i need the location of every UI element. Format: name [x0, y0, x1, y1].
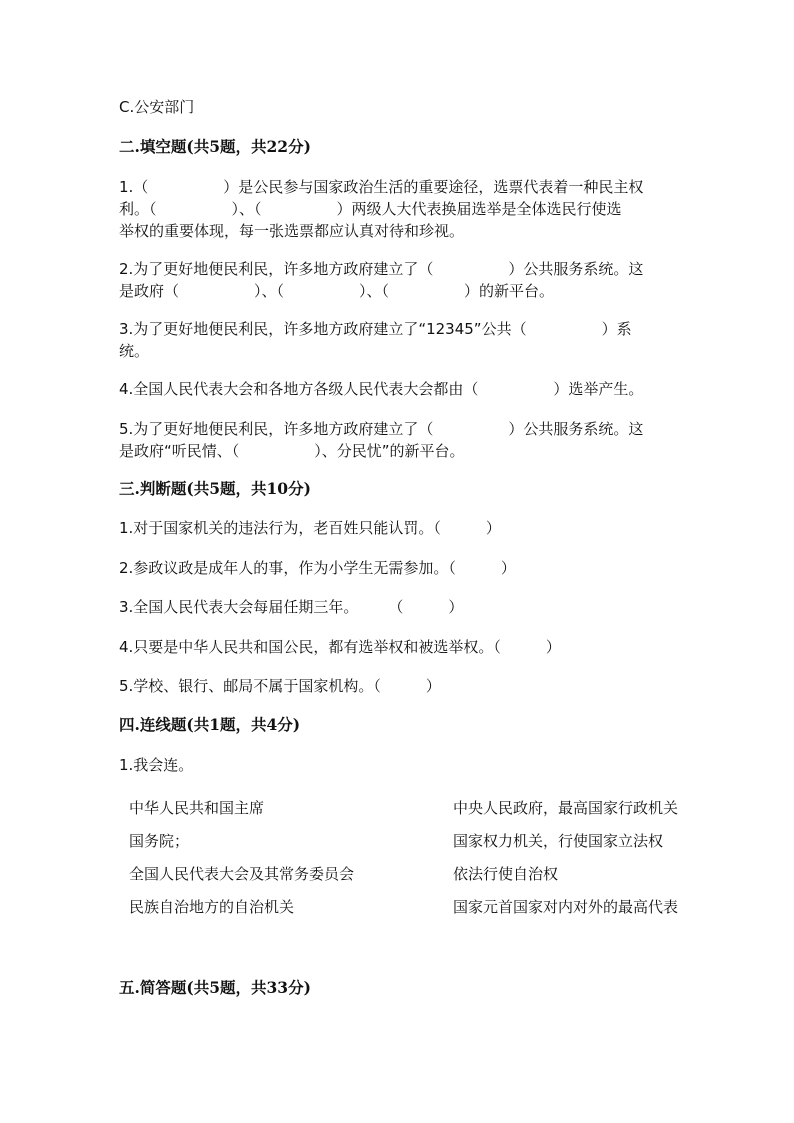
section-3-title: 三.判断题(共5题，共10分)	[119, 479, 311, 498]
judge-q2: 2.参政议政是成年人的事，作为小学生无需参加。（ ）	[119, 559, 516, 577]
fill-q2-line2: 是政府（ ）、（ ）、（ ）的新平台。	[119, 282, 555, 300]
section-2-title: 二.填空题(共5题，共22分)	[119, 137, 311, 156]
fill-q5-line1: 5.为了更好地便民利民，许多地方政府建立了（ ）公共服务系统。这	[119, 420, 644, 438]
fill-q3-line1: 3.为了更好地便民利民，许多地方政府建立了“12345”公共（ ）系	[119, 320, 632, 338]
fill-q1-line2: 利。（ ）、（ ）两级人大代表换届选举是全体选民行使选	[119, 200, 622, 218]
match-q1: 1.我会连。	[119, 756, 194, 774]
judge-q4: 4.只要是中华人民共和国公民，都有选举权和被选举权。（ ）	[119, 638, 561, 656]
match-left-3: 全国人民代表大会及其常务委员会	[129, 865, 355, 883]
fill-q3-line2: 统。	[119, 342, 150, 360]
match-left-4: 民族自治地方的自治机关	[129, 898, 295, 916]
prev-option-c: C.公安部门	[119, 98, 195, 116]
judge-q3: 3.全国人民代表大会每届任期三年。 （ ）	[119, 598, 464, 616]
judge-q1: 1.对于国家机关的违法行为，老百姓只能认罚。（ ）	[119, 519, 501, 537]
match-left-1: 中华人民共和国主席	[129, 799, 265, 817]
section-5-title: 五.简答题(共5题，共33分)	[119, 978, 311, 997]
fill-q2-line1: 2.为了更好地便民利民，许多地方政府建立了（ ）公共服务系统。这	[119, 260, 644, 278]
match-right-1: 中央人民政府，最高国家行政机关	[453, 799, 679, 817]
fill-q4-line1: 4.全国人民代表大会和各地方各级人民代表大会都由（ ）选举产生。	[119, 380, 644, 398]
match-right-4: 国家元首国家对内对外的最高代表	[453, 898, 679, 916]
match-right-3: 依法行使自治权	[453, 865, 559, 883]
fill-q1-line3: 举权的重要体现，每一张选票都应认真对待和珍视。	[119, 222, 465, 240]
fill-q5-line2: 是政府“听民情、（ ）、分民忧”的新平台。	[119, 442, 465, 460]
section-4-title: 四.连线题(共1题，共4分)	[119, 715, 301, 734]
judge-q5: 5.学校、银行、邮局不属于国家机构。（ ）	[119, 677, 441, 695]
match-left-2: 国务院；	[129, 832, 190, 850]
match-right-2: 国家权力机关，行使国家立法权	[453, 832, 664, 850]
fill-q1-line1: 1.（ ）是公民参与国家政治生活的重要途径，选票代表着一种民主权	[119, 178, 644, 196]
